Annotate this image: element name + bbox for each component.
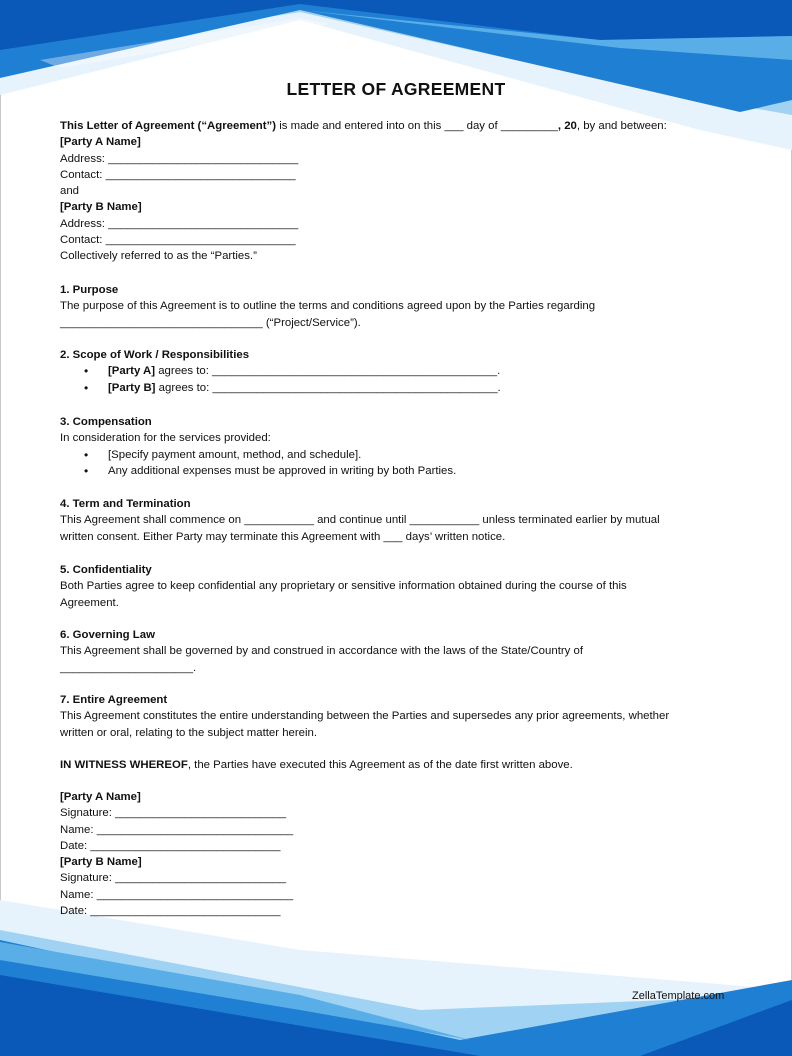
entire-heading: 7. Entire Agreement	[60, 694, 168, 706]
section-compensation	[60, 414, 750, 479]
section-heading	[60, 282, 750, 298]
scope-party-b: [Party B]	[108, 381, 156, 394]
intro-year: , 20	[557, 120, 577, 132]
governing-heading: 6. Governing Law	[60, 629, 155, 641]
sig-party-b-label	[60, 854, 750, 870]
sig-party-a-date: Date: ______________________________	[60, 839, 281, 852]
footer-decoration	[0, 900, 792, 1056]
section-heading	[60, 347, 750, 363]
section-heading	[60, 562, 750, 578]
footer-website: ZellaTemplate.com	[632, 990, 725, 1002]
term-line-1: This Agreement shall commence on ___________ and continue until ___________ unless terminated earlier by mutual	[60, 514, 660, 527]
purpose-line-2: ________________________________ (“Project/Service”).	[60, 316, 361, 329]
party-a-contact: Contact: ______________________________	[60, 168, 296, 181]
party-b-label	[60, 199, 750, 215]
section-heading	[60, 692, 750, 708]
sig-party-b-signature: Signature: ___________________________	[60, 872, 287, 885]
section-heading	[60, 496, 750, 512]
purpose-line-1: The purpose of this Agreement is to outline the terms and conditions agreed upon by the Parties regarding	[60, 300, 596, 313]
scope-party-b-text: agrees to: _____________________________________________.	[155, 381, 501, 394]
term-line-2: written consent. Either Party may terminate this Agreement with ___ days’ written notice.	[60, 530, 506, 543]
confidentiality-line-2: Agreement.	[60, 596, 119, 609]
intro-date-blank: is made and entered into on this ___ day of _________	[276, 120, 558, 132]
compensation-line-1: In consideration for the services provided:	[60, 432, 271, 445]
scope-heading: 2. Scope of Work / Responsibilities	[60, 349, 250, 361]
sig-party-a-label	[60, 789, 750, 805]
section-scope	[60, 347, 750, 396]
compensation-item-2: • Any additional expenses must be approved in writing by both Parties.	[60, 463, 750, 479]
party-a-address: Address: ______________________________	[60, 152, 299, 165]
section-heading	[60, 627, 750, 643]
party-b-contact: Contact: ______________________________	[60, 234, 296, 247]
section-entire-agreement	[60, 692, 750, 741]
sig-party-b-name: [Party B Name]	[60, 856, 142, 869]
section-governing-law	[60, 627, 750, 676]
term-heading: 4. Term and Termination	[60, 498, 191, 510]
sig-party-b-date: Date: ______________________________	[60, 905, 281, 918]
and-text: and	[60, 185, 80, 198]
confidentiality-line-1: Both Parties agree to keep confidential any proprietary or sensitive information obtained during the course of this	[60, 580, 627, 593]
entire-line-2: written or oral, relating to the subject matter herein.	[60, 726, 318, 739]
witness-statement	[60, 757, 750, 773]
witness-rest: , the Parties have executed this Agreement as of the date first written above.	[187, 759, 573, 771]
sig-party-a-printed-name: Name: _______________________________	[60, 823, 294, 836]
collective-text: Collectively referred to as the “Parties.”	[60, 250, 257, 263]
confidentiality-heading: 5. Confidentiality	[60, 564, 152, 576]
sig-party-b-printed-name: Name: _______________________________	[60, 888, 294, 901]
witness-bold: IN WITNESS WHEREOF	[60, 759, 188, 771]
signature-block	[60, 789, 750, 919]
sig-party-a-name: [Party A Name]	[60, 791, 141, 803]
entire-line-1: This Agreement constitutes the entire understanding between the Parties and supersedes any prior agreements, whether	[60, 710, 670, 723]
scope-party-a-text: agrees to: _____________________________________________.	[155, 365, 501, 378]
purpose-heading: 1. Purpose	[60, 284, 119, 296]
intro-tail: , by and between:	[576, 120, 667, 132]
party-b-name: [Party B Name]	[60, 201, 142, 214]
sig-party-a-signature: Signature: ___________________________	[60, 807, 287, 820]
governing-line-1: This Agreement shall be governed by and construed in accordance with the laws of the State/Country of	[60, 645, 584, 658]
scope-item-party-a	[60, 363, 750, 379]
section-term	[60, 496, 750, 545]
witness-line	[60, 757, 750, 773]
compensation-item-1: • [Specify payment amount, method, and schedule].	[60, 447, 750, 463]
intro-block	[60, 118, 750, 265]
party-b-address: Address: ______________________________	[60, 217, 299, 230]
section-purpose	[60, 282, 750, 331]
party-a-name: [Party A Name]	[60, 136, 141, 149]
section-confidentiality	[60, 562, 750, 611]
scope-party-a: [Party A]	[108, 365, 156, 378]
scope-item-party-b	[60, 380, 750, 396]
intro-line	[60, 118, 750, 134]
compensation-heading: 3. Compensation	[60, 416, 152, 428]
section-heading	[60, 414, 750, 430]
party-a-label	[60, 134, 750, 150]
intro-lead: This Letter of Agreement (“Agreement”)	[60, 120, 277, 132]
document-title: LETTER OF AGREEMENT	[286, 79, 506, 99]
governing-line-2: _____________________.	[60, 661, 197, 674]
